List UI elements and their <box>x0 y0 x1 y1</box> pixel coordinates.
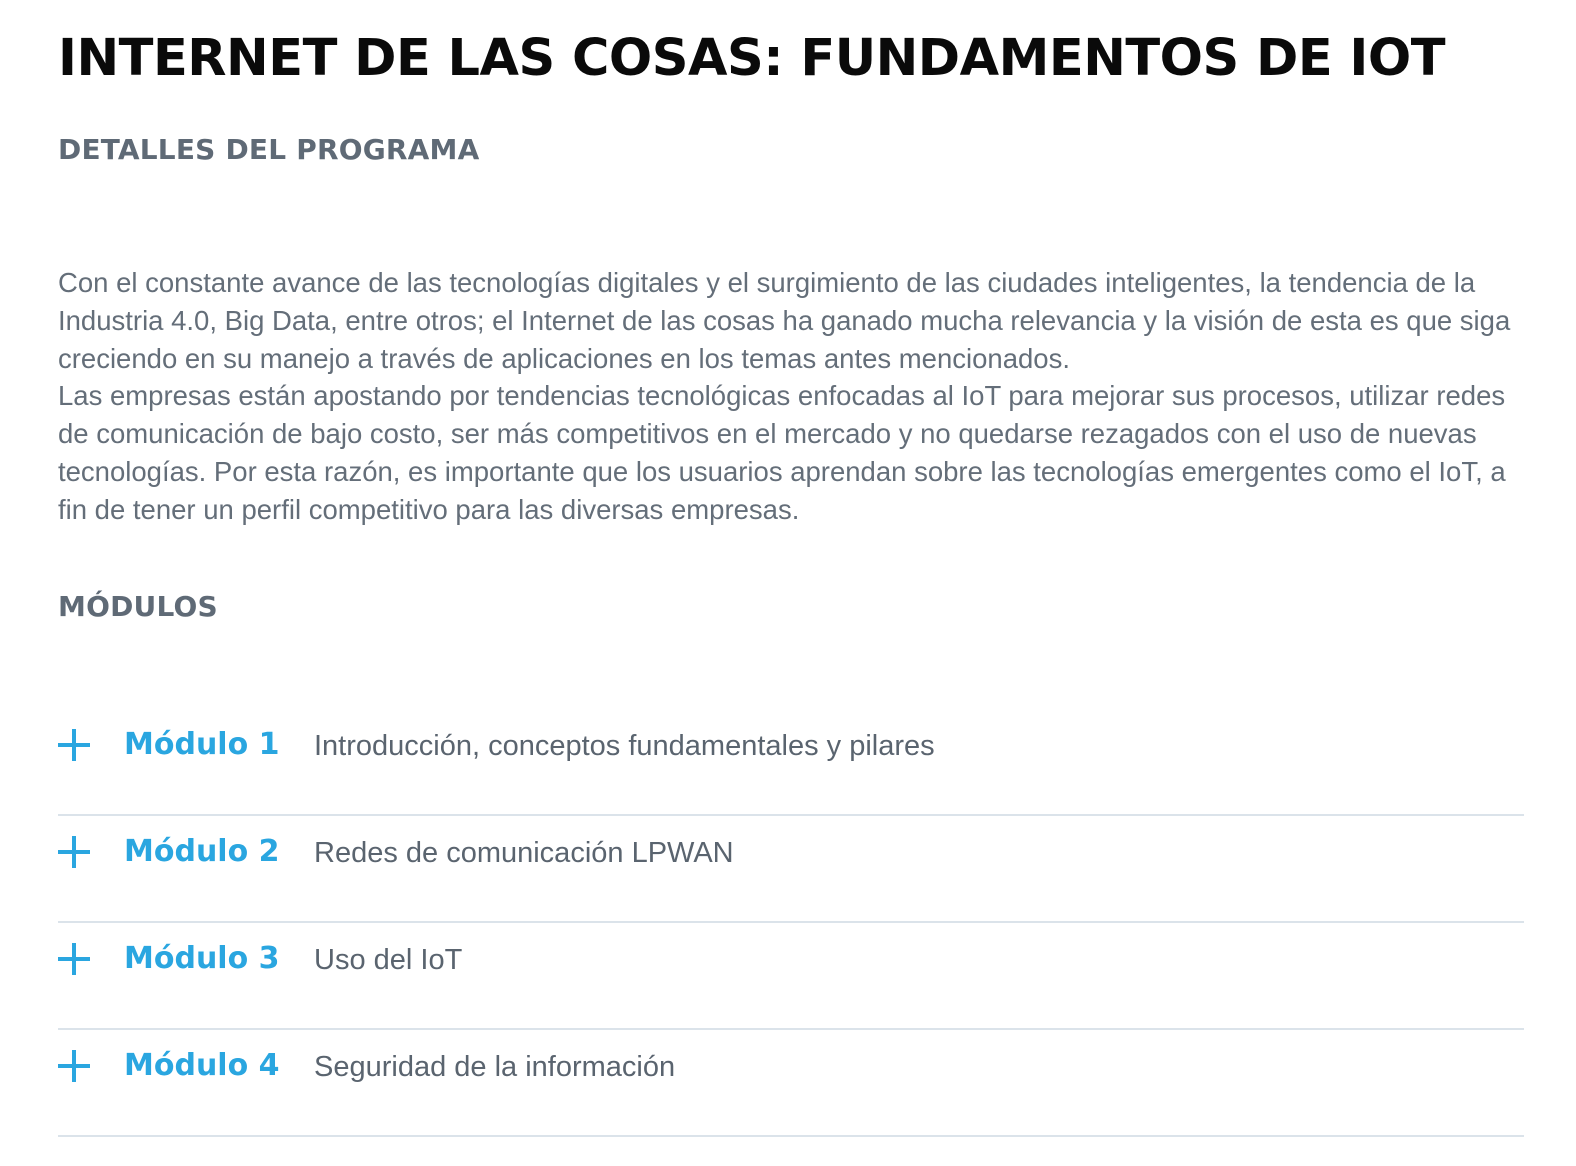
description-paragraph: Con el constante avance de las tecnologías digitales y el surgimiento de las ciudades inteligentes, la tendencia de la Industria 4.0, Big Data, entre otros; el Internet de las cosas ha ganado mucha relevancia y la visión de esta es que siga creciendo en su manejo a través de aplicaciones en los temas antes mencionados. <box>58 267 1511 374</box>
page-title: INTERNET DE LAS COSAS: FUNDAMENTOS DE IOT <box>58 29 1446 88</box>
module-label[interactable]: Módulo 2 <box>124 833 280 869</box>
plus-icon[interactable] <box>58 836 90 868</box>
module-description: Uso del IoT <box>314 943 463 976</box>
module-description: Introducción, conceptos fundamentales y pilares <box>314 729 935 762</box>
plus-icon[interactable] <box>58 1050 90 1082</box>
module-row-4[interactable] <box>58 1030 1524 1137</box>
modules-heading: MÓDULOS <box>58 589 218 623</box>
module-description: Seguridad de la información <box>314 1050 676 1083</box>
plus-icon[interactable] <box>58 729 90 761</box>
program-page <box>58 0 1524 1137</box>
program-details-heading: DETALLES DEL PROGRAMA <box>58 133 480 166</box>
module-label[interactable]: Módulo 1 <box>124 726 280 762</box>
module-row-2[interactable] <box>58 816 1524 923</box>
plus-icon[interactable] <box>58 943 90 975</box>
module-label[interactable]: Módulo 4 <box>124 1047 280 1083</box>
description-paragraph: Las empresas están apostando por tendencias tecnológicas enfocadas al IoT para mejorar sus procesos, utilizar redes de comunicación de bajo costo, ser más competitivos en el mercado y no quedarse rezagados con el uso de nuevas tecnologías. Por esta razón, es importante que los usuarios aprendan sobre las tecnologías emergentes como el IoT, a fin de tener un perfil competitivo para las diversas empresas. <box>58 380 1506 525</box>
module-description: Redes de comunicación LPWAN <box>314 836 734 869</box>
module-accordion <box>58 709 1524 1137</box>
module-label[interactable]: Módulo 3 <box>124 940 280 976</box>
module-row-3[interactable] <box>58 923 1524 1030</box>
program-description <box>58 264 1524 529</box>
module-row-1[interactable] <box>58 709 1524 816</box>
